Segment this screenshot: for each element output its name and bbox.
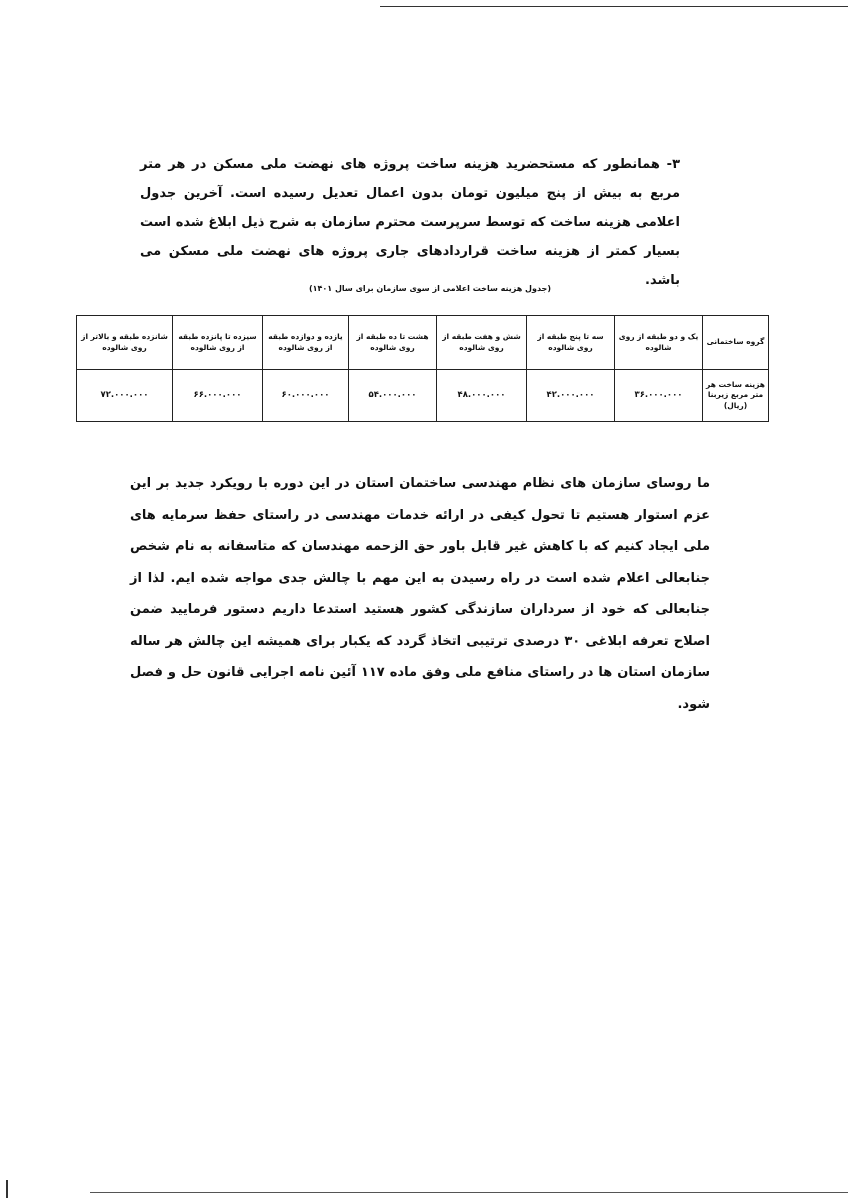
value-col-4: ۵۴.۰۰۰.۰۰۰ bbox=[349, 370, 437, 422]
top-rule bbox=[380, 6, 848, 7]
row-label: هزینه ساخت هر متر مربع زیربنا (ریال) bbox=[703, 370, 769, 422]
margin-mark bbox=[6, 1180, 8, 1198]
value-col-2: ۴۲.۰۰۰.۰۰۰ bbox=[527, 370, 615, 422]
paragraph-2-text: ما روسای سازمان های نظام مهندسی ساختمان استان در این دوره با رویکرد جدید بر این عزم استوار هستیم تا تحول کیفی در ارائه خدمات مهندسی در راستای حفظ سرمایه های ملی ایجاد کنیم که با کاهش غیر قابل باور حق الزحمه مهندسان که متاسفانه به نام شخص جنابعالی اعلام شده است در راه رسیدن به این مهم با چالش جدی مواجه شده ایم. لذا از جنابعالی که خود از سرداران سازندگی کشور هستید استدعا داریم دستور فرمایید ضمن اصلاح تعرفه ابلاغی ۳۰ درصدی ترتیبی اتخاذ گردد که یکبار برای همیشه این چالش هر ساله سازمان استان ها در راستای منافع ملی وفق ماده ۱۱۷ آئین نامه اجرایی قانون حل و فصل شود. bbox=[130, 476, 711, 712]
construction-cost-table bbox=[76, 315, 769, 422]
header-group-label: گروه ساختمانی bbox=[703, 316, 769, 370]
header-col-4: هشت تا ده طبقه از روی شالوده bbox=[349, 316, 437, 370]
table-header-row bbox=[77, 316, 769, 370]
paragraph-1-text: ۳- همانطور که مستحضرید هزینه ساخت پروژه های نهضت ملی مسکن در هر متر مربع به بیش از پنج میلیون تومان بدون اعمال تعدیل رسیده است. آخرین جدول اعلامی هزینه ساخت که توسط سرپرست محترم سازمان به شرح ذیل ابلاغ شده است بسیار کمتر از هزینه ساخت قراردادهای جاری پروژه های نهضت ملی مسکن می باشد. bbox=[140, 157, 680, 288]
value-col-7: ۷۲.۰۰۰.۰۰۰ bbox=[77, 370, 173, 422]
table-row bbox=[77, 370, 769, 422]
table-caption: (جدول هزینه ساخت اعلامی از سوی سازمان برای سال ۱۴۰۱) bbox=[309, 284, 551, 293]
value-col-5: ۶۰.۰۰۰.۰۰۰ bbox=[263, 370, 349, 422]
header-col-2: سه تا پنج طبقه از روی شالوده bbox=[527, 316, 615, 370]
paragraph-request bbox=[130, 468, 710, 720]
paragraph-construction-cost bbox=[140, 150, 680, 295]
header-col-7: شانزده طبقه و بالاتر از روی شالوده bbox=[77, 316, 173, 370]
bottom-rule bbox=[90, 1192, 848, 1193]
header-col-5: یازده و دوازده طبقه از روی شالوده bbox=[263, 316, 349, 370]
value-col-3: ۴۸.۰۰۰.۰۰۰ bbox=[437, 370, 527, 422]
header-col-3: شش و هفت طبقه از روی شالوده bbox=[437, 316, 527, 370]
value-col-6: ۶۶.۰۰۰.۰۰۰ bbox=[173, 370, 263, 422]
header-col-6: سیزده تا پانزده طبقه از روی شالوده bbox=[173, 316, 263, 370]
header-col-1: یک و دو طبقه از روی شالوده bbox=[615, 316, 703, 370]
value-col-1: ۳۶.۰۰۰.۰۰۰ bbox=[615, 370, 703, 422]
